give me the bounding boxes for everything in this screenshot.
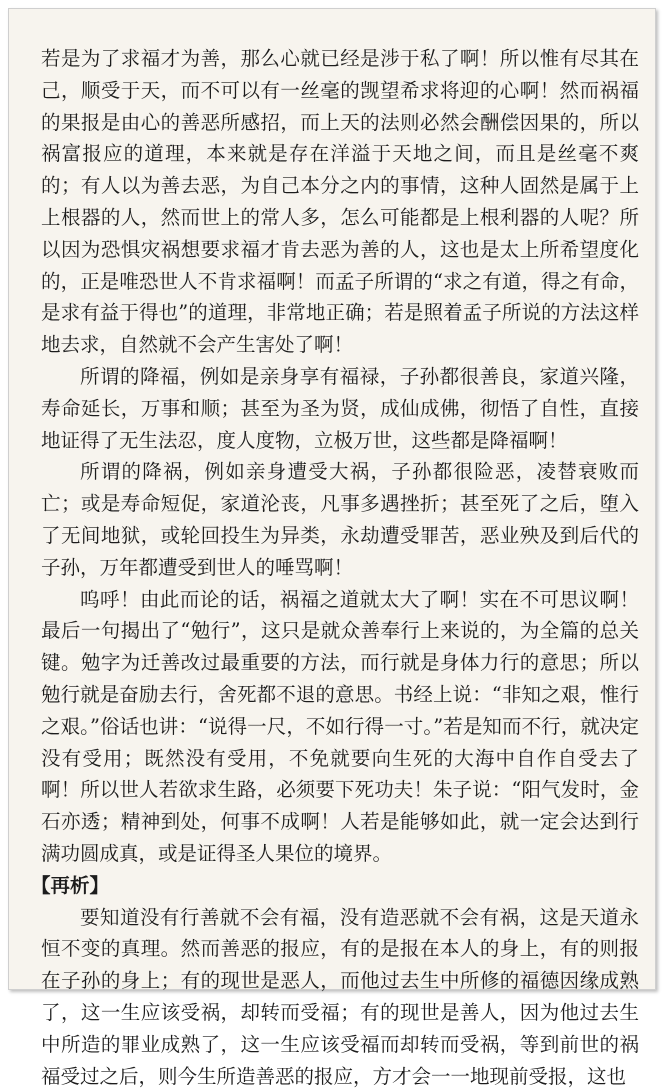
section-heading: 【再析】 xyxy=(31,873,110,897)
paragraph-1: 若是为了求福才为善，那么心就已经是涉于私了啊！所以惟有尽其在己，顺受于天，而不可以有一丝毫的觊望希求将迎的心啊！然而祸福的果报是由心的善恶所感招，而上天的法则必然会酬偿因果的，所以祸富报应的道理，本来就是存在洋溢于天地之间，而且是丝毫不爽的；有人以为善去恶，为自己本分之内的事情，这种人固然是属于上上根器的人，然而世上的常人多，怎么可能都是上根利器的人呢？所以因为恐惧灾祸想要求福才肯去恶为善的人，这也是太上所希望度化的，正是唯恐世人不肯求福啊！而孟子所谓的“求之有道，得之有命，是求有益于得也”的道理，非常地正确；若是照着孟子所说的方法这样地去求，自然就不会产生害处了啊！ xyxy=(41,47,639,357)
paragraph-5: 要知道没有行善就不会有福，没有造恶就不会有祸，这是天道永恒不变的真理。然而善恶的报应，有的是报在本人的身上，有的则报在子孙的身上；有的现世是恶人，而他过去生中所修的福德因缘成熟了，这一生应该受祸，却转而受福；有的现世是善人，因为他过去生中所造的罪业成熟了，这一生应该受福而却转而受祸，等到前世的祸福受过之后，则今生所造善恶的报应，方才会一一地现前受报，这也 xyxy=(41,905,639,1088)
paragraph-2: 所谓的降福，例如是亲身享有福禄，子孙都很善良，家道兴隆，寿命延长，万事和顺；甚至为圣为贤，成仙成佛，彻悟了自性，直接地证得了无生法忍，度人度物，立极万世，这些都是降福啊！ xyxy=(41,364,639,452)
paragraph-3: 所谓的降祸，例如亲身遭受大祸，子孙都很险恶，凌替衰败而亡；或是寿命短促，家道沦丧，凡事多遇挫折；甚至死了之后，堕入了无间地狱，或轮回投生为异类，永劫遭受罪苦，恶业殃及到后代的子孙，万年都遭受到世人的唾骂啊！ xyxy=(41,460,639,579)
text-body xyxy=(31,43,639,1092)
paragraph-4: 呜呼！由此而论的话，祸福之道就太大了啊！实在不可思议啊！最后一句揭出了“勉行”，这只是就众善奉行上来说的，为全篇的总关键。勉字为迁善改过最重要的方法，而行就是身体力行的意思；所以勉行就是奋励去行，舍死都不退的意思。书经上说：“非知之艰，惟行之艰。”俗话也讲：“说得一尺，不如行得一寸。”若是知而不行，就决定没有受用；既然没有受用，不免就要向生死的大海中自作自受去了啊！所以世人若欲求生路，必须要下死功夫！朱子说：“阳气发时，金石亦透；精神到处，何事不成啊！人若是能够如此，就一定会达到行满功圆成真，或是证得圣人果位的境界。 xyxy=(41,587,639,865)
page-frame xyxy=(8,8,656,1088)
